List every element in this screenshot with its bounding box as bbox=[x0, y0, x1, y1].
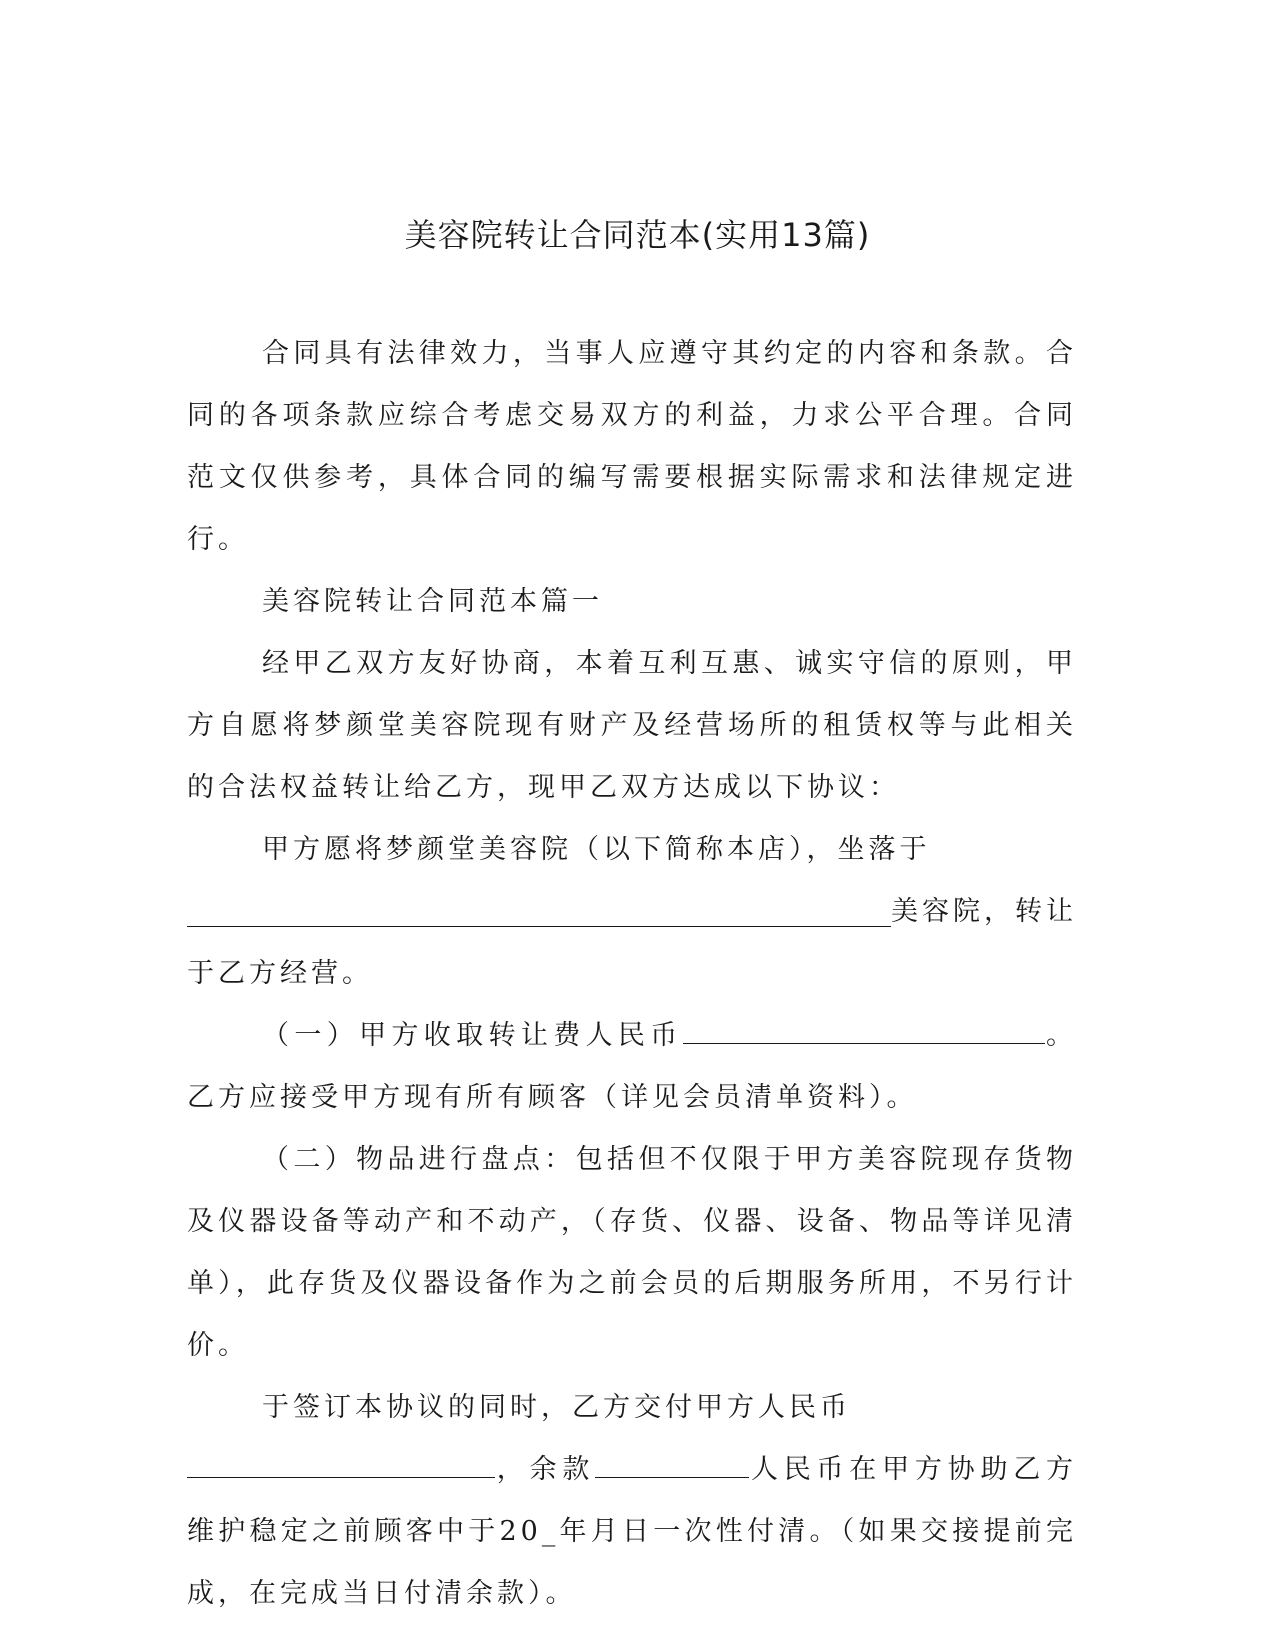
document-title: 美容院转让合同范本(实用13篇) bbox=[404, 216, 871, 254]
fee-text-start: （一）甲方收取转让费人民币 bbox=[262, 1020, 683, 1051]
fee-paragraph bbox=[187, 1005, 1077, 1129]
location-blank-tail: 美容院，转让 bbox=[891, 896, 1077, 927]
payment-balance-text: ，余款 bbox=[495, 1454, 596, 1485]
agreement-paragraph: 经甲乙双方友好协商，本着互利互惠、诚实守信的原则，甲方自愿将梦颜堂美容院现有财产及经营场所的租赁权等与此相关的合法权益转让给乙方，现甲乙双方达成以下协议： bbox=[187, 648, 1077, 803]
intro-paragraph: 合同具有法律效力，当事人应遵守其约定的内容和条款。合同的各项条款应综合考虑交易双方的利益，力求公平合理。合同范文仅供参考，具体合同的编写需要根据实际需求和法律规定进行。 bbox=[187, 338, 1077, 555]
inventory-paragraph: （二）物品进行盘点：包括但不仅限于甲方美容院现存货物及仪器设备等动产和不动产，（存货、仪器、设备、物品等详见清单），此存货及仪器设备作为之前会员的后期服务所用，不另行计价。 bbox=[187, 1144, 1077, 1361]
payment-after-text: 人民币在甲方协助乙方维护稳定之前顾客中于20_年月日一次性付清。（如果交接提前完成，在完成当日付清余款）。 bbox=[187, 1454, 1078, 1609]
fee-text-rest: 。乙方应接受甲方现有所有顾客（详见会员清单资料）。 bbox=[187, 1020, 1078, 1113]
payment-paragraph bbox=[187, 1439, 1077, 1625]
payment-paragraph-start: 于签订本协议的同时，乙方交付甲方人民币 bbox=[262, 1392, 851, 1423]
section-heading: 美容院转让合同范本篇一 bbox=[262, 586, 603, 617]
document-body bbox=[187, 323, 1077, 1625]
location-blank-rule bbox=[187, 926, 891, 927]
location-paragraph-start: 甲方愿将梦颜堂美容院（以下简称本店），坐落于 bbox=[262, 834, 931, 865]
location-paragraph-end: 于乙方经营。 bbox=[187, 958, 373, 989]
fee-blank-rule bbox=[683, 1023, 1045, 1044]
balance-blank-rule bbox=[595, 1457, 749, 1478]
location-blank-line bbox=[187, 881, 1077, 943]
payment-blank-rule bbox=[187, 1457, 495, 1478]
